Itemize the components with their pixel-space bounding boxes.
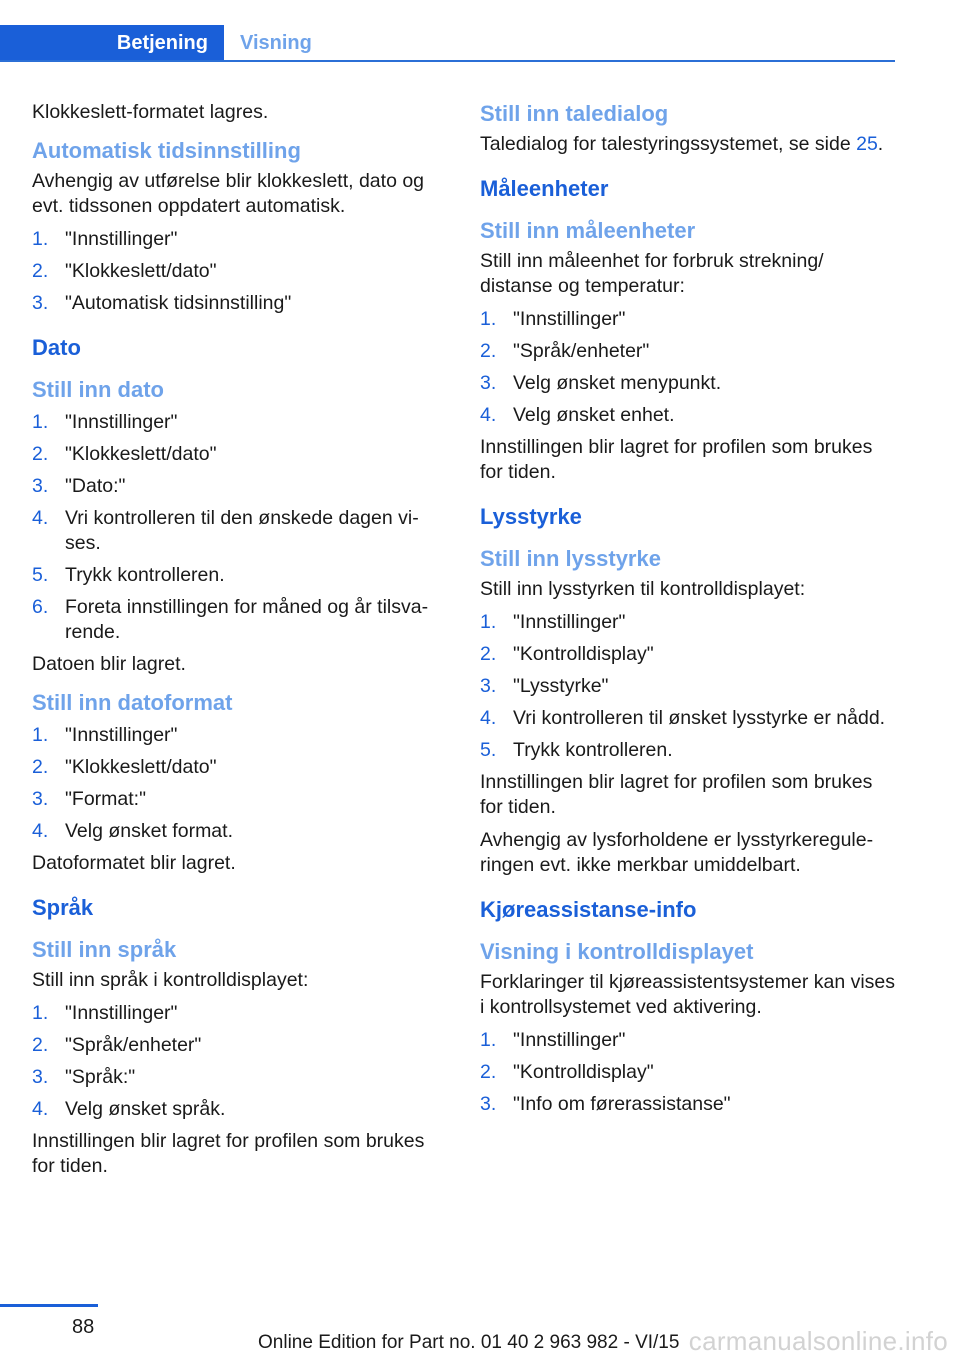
heading-still-inn-lysstyrke: Still inn lysstyrke [480, 546, 661, 571]
list-item: 2. "Kontrolldisplay" [480, 643, 654, 665]
header-bar [0, 25, 895, 62]
list-item: 3. "Format:" [32, 788, 147, 810]
list-item: 4. Vri kontrolleren til ønsket lysstyrke er nådd. [480, 707, 886, 729]
intro-text: Klokkeslett-formatet lagres. [32, 101, 269, 123]
heading-visning-kontrolldisplay: Visning i kontrolldisplayet [480, 939, 754, 964]
right-column [480, 100, 900, 1124]
lys-steps [480, 610, 900, 763]
page-number: 88 [72, 1316, 95, 1338]
datoformat-steps [32, 723, 440, 844]
list-item: 1. "Innstillinger" [32, 1002, 178, 1024]
sprak-steps [32, 1001, 440, 1122]
lys-result: Innstillingen blir lagret for profilen som brukes for tiden. [480, 771, 873, 818]
list-item: 3. "Automatisk tidsinnstilling" [32, 292, 292, 314]
list-item: 1. "Innstillinger" [32, 724, 178, 746]
list-item: 1. "Innstillinger" [480, 308, 626, 330]
list-item: 2. "Klokkeslett/dato" [32, 443, 217, 465]
heading-sprak: Språk [32, 895, 94, 920]
list-item: 4. Vri kontrolleren til den ønskede dagen vises. [32, 507, 419, 554]
list-item: 3. "Dato:" [32, 475, 126, 497]
heading-still-inn-sprak: Still inn språk [32, 937, 177, 962]
auto-time-text: Avhengig av utførelse blir klokkeslett, dato og evt. tidssonen oppdatert automatisk. [32, 170, 425, 217]
list-item: 6. Foreta innstillingen for måned og år tilsvarende. [32, 596, 429, 643]
list-item: 1. "Innstillinger" [32, 228, 178, 250]
footer-rule [0, 1304, 98, 1307]
list-item: 1. "Innstillinger" [480, 611, 626, 633]
list-item: 3. "Info om førerassistanse" [480, 1093, 731, 1115]
list-item: 3. Velg ønsket menypunkt. [480, 372, 722, 394]
list-item: 4. Velg ønsket format. [32, 820, 233, 842]
dato-steps [32, 410, 440, 645]
heading-auto-time: Automatisk tidsinnstilling [32, 138, 301, 163]
kjor-steps [480, 1028, 900, 1117]
heading-datoformat: Still inn datoformat [32, 690, 233, 715]
lys-note: Avhengig av lysforholdene er lysstyrkereguleringen evt. ikke merkbar umiddelbart. [480, 829, 874, 876]
list-item: 1. "Innstillinger" [32, 411, 178, 433]
dato-result: Datoen blir lagret. [32, 653, 186, 675]
auto-time-steps [32, 227, 440, 316]
list-item: 1. "Innstillinger" [480, 1029, 626, 1051]
list-item: 5. Trykk kontrolleren. [32, 564, 225, 586]
taledialog-text: Taledialog for talestyringssystemet, se side 25. [480, 133, 884, 155]
page-link[interactable]: 25 [856, 133, 878, 155]
heading-lysstyrke: Lysstyrke [480, 504, 582, 529]
heading-taledialog: Still inn taledialog [480, 101, 669, 126]
list-item: 2. "Klokkeslett/dato" [32, 756, 217, 778]
list-item: 2. "Språk/enheter" [480, 340, 650, 362]
list-item: 4. Velg ønsket enhet. [480, 404, 675, 426]
watermark: carmanualsonline.info [688, 1326, 948, 1356]
sprak-text: Still inn språk i kontrolldisplayet: [32, 969, 309, 991]
list-item: 3. "Lysstyrke" [480, 675, 609, 697]
left-column [32, 100, 440, 1187]
maal-steps [480, 307, 900, 428]
list-item: 3. "Språk:" [32, 1066, 136, 1088]
list-item: 4. Velg ønsket språk. [32, 1098, 226, 1120]
kjor-text: Forklaringer til kjøreassistentsystemer kan vises i kontrollsystemet ved aktivering. [480, 971, 896, 1018]
header-rule [0, 60, 895, 62]
tab-visning[interactable]: Visning [240, 32, 312, 54]
heading-kjoreassistanse: Kjøreassistanse-info [480, 897, 697, 922]
list-item: 5. Trykk kontrolleren. [480, 739, 673, 761]
heading-still-inn-dato: Still inn dato [32, 377, 164, 402]
list-item: 2. "Språk/enheter" [32, 1034, 202, 1056]
lys-text: Still inn lysstyrken til kontrolldisplayet: [480, 578, 806, 600]
maal-result: Innstillingen blir lagret for profilen som brukes for tiden. [480, 436, 873, 483]
sprak-result: Innstillingen blir lagret for profilen som brukes for tiden. [32, 1130, 425, 1177]
heading-maaleenheter: Måleenheter [480, 176, 609, 201]
maal-text: Still inn måleenhet for forbruk strekning/ distanse og temperatur: [480, 250, 824, 297]
edition-text: Online Edition for Part no. 01 40 2 963 982 - VI/15 [258, 1332, 680, 1353]
heading-dato: Dato [32, 335, 81, 360]
list-item: 2. "Klokkeslett/dato" [32, 260, 217, 282]
tab-betjening[interactable]: Betjening [0, 25, 224, 62]
heading-still-inn-maaleenheter: Still inn måleenheter [480, 218, 696, 243]
datoformat-result: Datoformatet blir lagret. [32, 852, 236, 874]
list-item: 2. "Kontrolldisplay" [480, 1061, 654, 1083]
